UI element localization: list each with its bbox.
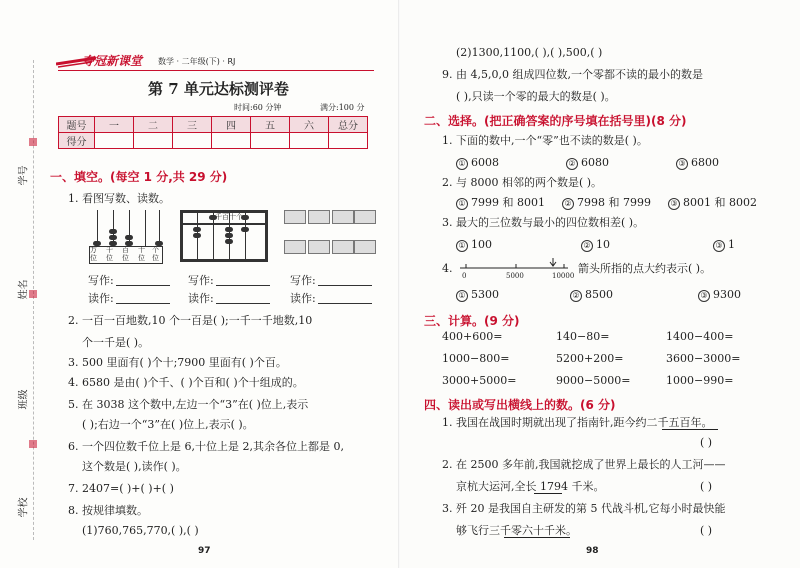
write-label: 写作:: [290, 274, 316, 287]
time-label: 时间:60 分钟: [234, 103, 282, 112]
axis-label: 0: [462, 272, 467, 280]
answer-paren[interactable]: ( ): [700, 480, 713, 493]
section2-heading: 二、选择。(把正确答案的序号填在括号里)(8 分): [424, 114, 687, 128]
right-page: [400, 0, 800, 568]
page-number: 97: [198, 546, 211, 556]
question-2-cont: 个一千是( )。: [82, 336, 150, 349]
score-cell[interactable]: [290, 133, 329, 149]
read-question-2-cont: 京杭大运河,全长 1794 千米。: [456, 480, 605, 493]
question-6: 6. 一个四位数千位上是 6,十位上是 2,其余各位上都是 0,: [68, 440, 344, 453]
question-5: 5. 在 3038 这个数中,左边一个“3”在( )位上,表示: [68, 398, 309, 411]
binding-mark: [29, 138, 37, 146]
answer-paren[interactable]: ( ): [700, 436, 713, 449]
brand-logo: [56, 52, 156, 68]
score-table: [58, 116, 368, 149]
abacus2-label: 千百十个: [215, 213, 243, 221]
question-8: 8. 按规律填数。: [68, 504, 148, 517]
choice-1-options: ① 6008 ② 6080 ③ 6800: [456, 156, 719, 170]
answer-blank[interactable]: [116, 276, 170, 286]
score-cell[interactable]: [251, 133, 290, 149]
read-question-2: 2. 在 2500 多年前,我国就挖成了世界上最长的人工河——: [442, 458, 726, 471]
choice-3: 3. 最大的三位数与最小的四位数相差( )。: [442, 216, 645, 229]
score-total-label: 满分:100 分: [320, 103, 365, 112]
subject-label: 数学 · 二年级(下) · RJ: [158, 57, 236, 66]
choice-2-options: ① 7999 和 8001 ② 7998 和 7999 ③ 8001 和 8002: [456, 196, 757, 210]
question-3: 3. 500 里面有( )个十;7900 里面有( )个百。: [68, 356, 287, 369]
score-cell[interactable]: [173, 133, 212, 149]
section3-heading: 三、计算。(9 分): [424, 314, 520, 328]
score-header: 题号: [59, 117, 95, 133]
abacus-label: 百位: [122, 246, 129, 262]
read-question-3-cont: 够飞行三千零六十千米。: [456, 524, 577, 537]
abacus-label: 个位: [152, 246, 159, 262]
question-5-cont: ( );右边一个“3”在( )位上,表示( )。: [82, 418, 254, 431]
abacus-label: 万位: [90, 246, 97, 262]
underline-mark: [662, 429, 718, 430]
choice-4-options: ① 5300 ② 8500 ③ 9300: [456, 288, 741, 302]
underline-mark: [534, 493, 562, 494]
question-8-2: (2)1300,1100,( ),( ),500,( ): [456, 46, 603, 59]
score-header: 四: [212, 117, 251, 133]
score-cell[interactable]: [134, 133, 173, 149]
side-label-name: 姓名: [18, 279, 30, 300]
calc-item: 400+600=: [442, 330, 503, 343]
write-label: 写作:: [88, 274, 114, 287]
score-cell[interactable]: [95, 133, 134, 149]
answer-blank[interactable]: [216, 294, 270, 304]
money-image: [284, 210, 376, 268]
answer-blank[interactable]: [318, 294, 372, 304]
calc-item: 5200+200=: [556, 352, 624, 365]
answer-blank[interactable]: [318, 276, 372, 286]
choice-4: 4.: [442, 262, 453, 275]
calc-item: 140−80=: [556, 330, 610, 343]
arrow-down-icon: [550, 258, 556, 266]
choice-1: 1. 下面的数中,一个“零”也不读的数是( )。: [442, 134, 648, 147]
write-label: 写作:: [188, 274, 214, 287]
calc-item: 9000−5000=: [556, 374, 631, 387]
question-2: 2. 一百一百地数,10 个一百是( );一千一千地数,10: [68, 314, 313, 327]
question-1: 1. 看图写数、读数。: [68, 192, 170, 205]
score-header: 总分: [329, 117, 368, 133]
binding-mark: [29, 440, 37, 448]
abacus-place-value: [84, 208, 164, 264]
score-header: 三: [173, 117, 212, 133]
score-header: 五: [251, 117, 290, 133]
question-7: 7. 2407=( )+( )+( ): [68, 482, 174, 495]
abacus-label: 千位: [106, 246, 113, 262]
side-label-school: 学校: [18, 497, 30, 518]
answer-blank[interactable]: [216, 276, 270, 286]
question-9-cont: ( ),只读一个零的最大的数是( )。: [456, 90, 616, 103]
calc-item: 1000−800=: [442, 352, 510, 365]
abacus-beads: [180, 210, 268, 262]
underline-mark: [504, 537, 570, 538]
question-8-1: (1)760,765,770,( ),( ): [82, 524, 199, 537]
binding-line: [33, 60, 34, 540]
read-question-1: 1. 我国在战国时期就出现了指南针,距今约二千五百年。: [442, 416, 713, 429]
calc-item: 1400−400=: [666, 330, 734, 343]
axis-label: 5000: [506, 272, 524, 280]
page-number: 98: [586, 546, 599, 556]
section4-heading: 四、读出或写出横线上的数。(6 分): [424, 398, 616, 412]
choice-3-options: ① 100 ② 10 ③ 1: [456, 238, 735, 252]
score-header: 二: [134, 117, 173, 133]
brand-name: 夺冠新课堂: [82, 54, 143, 68]
question-9: 9. 由 4,5,0,0 组成四位数,一个零都不读的最小的数是: [442, 68, 703, 81]
read-question-3: 3. 歼 20 是我国自主研发的第 5 代战斗机,它每小时最快能: [442, 502, 726, 515]
answer-paren[interactable]: ( ): [700, 524, 713, 537]
question-4: 4. 6580 是由( )个千、( )个百和( )个十组成的。: [68, 376, 304, 389]
calc-item: 3600−3000=: [666, 352, 741, 365]
side-label-student-id: 学号: [18, 165, 30, 186]
choice-2: 2. 与 8000 相邻的两个数是( )。: [442, 176, 603, 189]
read-label: 读作:: [188, 292, 214, 305]
question-6-cont: 这个数是( ),读作( )。: [82, 460, 187, 473]
side-label-class: 班级: [18, 389, 30, 410]
choice-4-text: 箭头所指的点大约表示( )。: [578, 262, 712, 275]
score-cell[interactable]: [212, 133, 251, 149]
score-header: 六: [290, 117, 329, 133]
calc-item: 3000+5000=: [442, 374, 517, 387]
abacus-label: 十位: [138, 246, 145, 262]
read-label: 读作:: [88, 292, 114, 305]
score-cell[interactable]: [329, 133, 368, 149]
read-label: 读作:: [290, 292, 316, 305]
axis-label: 10000: [552, 272, 575, 280]
page-title: 第 7 单元达标测评卷: [148, 80, 289, 98]
score-header: 一: [95, 117, 134, 133]
calc-item: 1000−990=: [666, 374, 734, 387]
section1-heading: 一、填空。(每空 1 分,共 29 分): [50, 170, 228, 184]
header-rule: [58, 70, 374, 71]
score-row-label: 得分: [59, 133, 95, 149]
answer-blank[interactable]: [116, 294, 170, 304]
binding-mark: [29, 290, 37, 298]
